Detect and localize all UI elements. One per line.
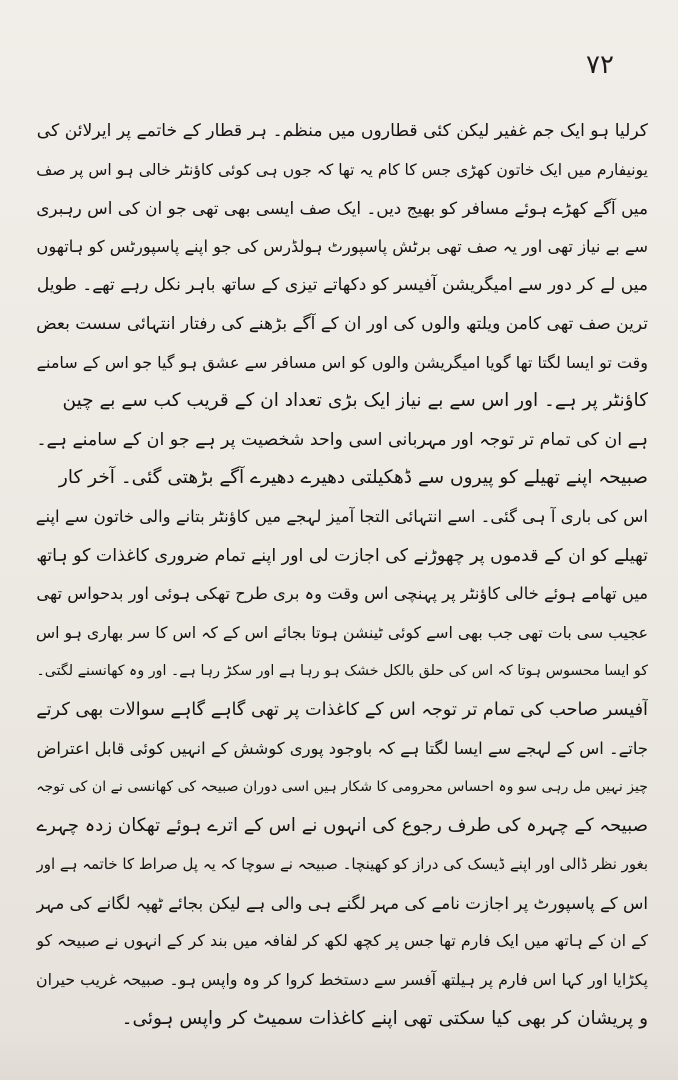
text-line: تھیلے کو ان کے قدموں پر چھوڑنے کی اجازت لی اور اپنے تمام ضروری کاغذات کو ہاتھ (36, 545, 648, 566)
text-line: چیز نہیں مل رہی سو وہ احساس محرومی کا شکار ہیں اسی دوران صبیحہ کی کھانسی نے ان کی توجہ (36, 779, 648, 796)
page-number: ۷۲ (586, 50, 614, 80)
text-line: میں آگے کھڑے ہوئے مسافر کو بھیج دیں۔ ایک صف ایسی بھی تھی جو ان کی اس رہبری (36, 198, 648, 219)
text-line: بغور نظر ڈالی اور اپنے ڈیسک کی دراز کو کھینچا۔ صبیحہ نے سوچا کہ یہ پل صراط کا خاتمہ ہے اور (36, 855, 648, 874)
text-line: میں تھامے ہوئے خالی کاؤنٹر پر پہنچی اس وقت وہ بری طرح تھکی ہوئی اور بدحواس تھی (36, 584, 648, 604)
page-bottom-shade (0, 1030, 678, 1080)
text-line: میں لے کر دور سے امیگریشن آفیسر کو دکھاتے تیزی کے ساتھ باہر نکل رہے تھے۔ طویل (36, 275, 648, 296)
text-line: ہے ان کی تمام تر توجہ اور مہربانی اسی واحد شخصیت پر ہے جو ان کے سامنے ہے۔ (36, 429, 648, 450)
body-text (36, 112, 648, 1038)
text-line: کرلیا ہو ایک جم غفیر لیکن کئی قطاروں میں منظم۔ ہر قطار کے خاتمے پر ایرلائن کی (36, 121, 648, 141)
text-line: آفیسر صاحب کی تمام تر توجہ اس کے کاغذات پر تھی گاہے گاہے سوالات بھی کرتے (36, 699, 648, 720)
text-line: ترین صف تھی کامن ویلتھ والوں کی اور ان کے آگے بڑھنے کی رفتار انتہائی سست بعض (36, 313, 648, 334)
text-line: کاؤنٹر پر ہے۔ اور اس سے بے نیاز ایک بڑی تعداد ان کے قریب کب سے بے چین (62, 390, 648, 412)
text-line: وقت تو ایسا لگتا تھا گویا امیگریشن والوں کو اس مسافر سے عشق ہو گیا جو اس کے سامنے (36, 352, 648, 372)
text-line: یونیفارم میں ایک خاتون کھڑی جس کا کام یہ تھا کہ جوں ہی کوئی کاؤنٹر خالی ہو اس پر صف (36, 160, 648, 179)
text-line: سے بے نیاز تھی اور یہ صف تھی برٹش پاسپورٹ ہولڈرس کی جو اپنے پاسپورٹس کو ہاتھوں (36, 236, 648, 256)
text-line: پکڑایا اور کہا اس فارم پر ہیلتھ آفسر سے دستخط کروا کر وہ واپس ہو۔ صبیحہ غریب حیران (36, 970, 648, 990)
text-line: اس کی باری آ ہی گئی۔ اسے انتہائی التجا آمیز لہجے میں کاؤنٹر بتانے والی خاتون سے اپنے (36, 506, 648, 526)
text-line: و پریشان کر بھی کیا سکتی تھی اپنے کاغذات سمیٹ کر واپس ہوئی۔ (121, 1007, 648, 1029)
text-line: جاتے۔ اس کے لہجے سے ایسا لگتا ہے کہ باوجود پوری کوشش کے انہیں کوئی قابل اعتراض (36, 738, 648, 758)
text-line: صبیحہ کے چہرہ کی طرف رجوع کی انہوں نے اس کے اترے ہوئے تھکان زدہ چہرے (36, 814, 648, 836)
text-line: کو ایسا محسوس ہوتا کہ اس کی حلق بالکل خشک ہو رہا ہے اور سکڑ رہا ہے۔ اور وہ کھانسنے لگتی۔ (36, 663, 648, 680)
text-line: عجیب سی بات تھی جب بھی اسے کوئی ٹینشن ہوتا بجائے اس کے کہ اس کا سر بھاری ہو اس (36, 622, 648, 642)
text-line: اس کے پاسپورٹ پر اجازت نامے کی مہر لگنے ہی والی ہے لیکن بجائے ٹھپہ لگانے کی مہر (36, 892, 648, 913)
text-line: صبیحہ اپنے تھیلے کو پیروں سے ڈھکیلتی دھیرے دھیرے آگے بڑھتی گئی۔ آخر کار (58, 467, 648, 489)
text-line: کے ان کے ہاتھ میں ایک فارم تھا جس پر کچھ لکھ کر لفافہ میں بند کر کے انہوں نے صبیحہ کو (36, 931, 648, 951)
